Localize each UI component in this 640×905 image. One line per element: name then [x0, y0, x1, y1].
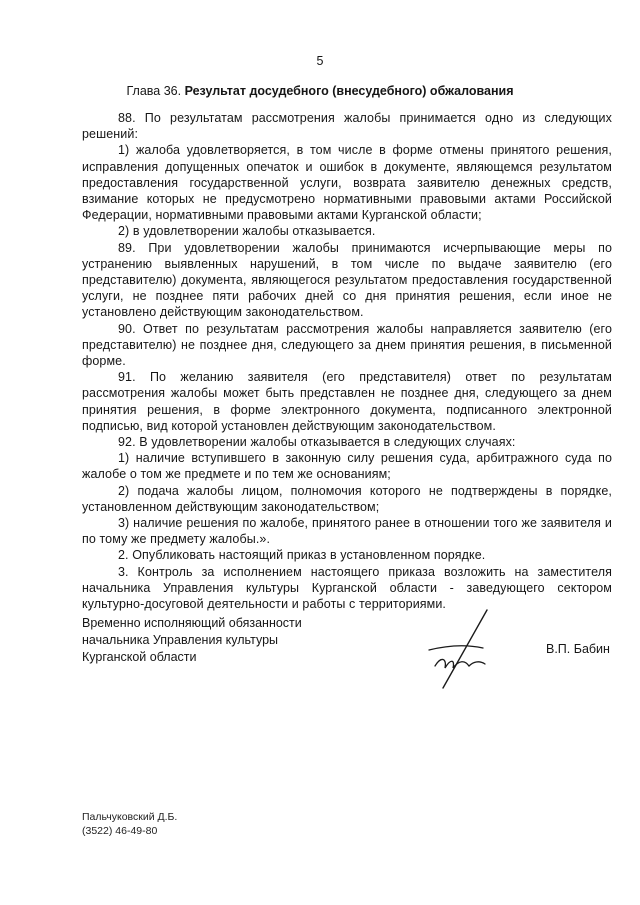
- signatory-title: [82, 615, 302, 666]
- paragraph: 2) в удовлетворении жалобы отказывается.: [118, 224, 376, 239]
- paragraph: 88. По результатам рассмотрения жалобы принимается одно из следующих решений:: [82, 111, 612, 142]
- paragraph: 91. По желанию заявителя (его представителя) ответ по результатам рассмотрения жалобы может быть представлен не позднее дня, следующего за днем принятия решения, в форме электронного документа, подписанного электронной подписью, вид которой установлен действующим законодательством.: [82, 370, 612, 433]
- signatory-line: Курганской области: [82, 650, 197, 664]
- signatory-line: начальника Управления культуры: [82, 633, 279, 647]
- signatory-line: Временно исполняющий обязанности: [82, 616, 302, 630]
- signatory-name: В.П. Бабин: [546, 642, 610, 656]
- paragraph: 90. Ответ по результатам рассмотрения жалобы направляется заявителю (его представителю) не позднее дня, следующего за днем принятия решения, в письменной форме.: [82, 321, 612, 369]
- handwritten-signature: [425, 608, 510, 693]
- page-number: 5: [316, 54, 324, 68]
- document-body: [82, 110, 612, 612]
- paragraph: 1) наличие вступившего в законную силу решения суда, арбитражного суда по жалобе о том же предмете и по тем же основаниям;: [82, 451, 612, 482]
- chapter-heading: [0, 84, 640, 98]
- paragraph: 2. Опубликовать настоящий приказ в установленном порядке.: [118, 548, 486, 563]
- paragraph: 89. При удовлетворении жалобы принимаются исчерпывающие меры по устранению выявленных нарушений, в том числе по выдаче заявителю (его представителю) документа, являющегося результатом предоставления государственной услуги, не позднее пяти рабочих дней со дня принятия решения, если иное не установлено действующим законодательством.: [82, 240, 612, 320]
- paragraph: 1) жалоба удовлетворяется, в том числе в форме отмены принятого решения, исправления допущенных опечаток и ошибок в документе, являющемся результатом предоставления государственной услуги, возврата заявителю денежных средств, взимание которых не предусмотрено нормативными правовыми актами Российской Федерации, нормативными правовыми актами Курганской области;: [82, 143, 612, 223]
- executor-phone: (3522) 46-49-80: [82, 825, 158, 837]
- paragraph: 3. Контроль за исполнением настоящего приказа возложить на заместителя начальника Управления культуры Курганской области - заведующего сектором культурно-досуговой деятельности и работы с территориями.: [82, 564, 612, 612]
- paragraph: 3) наличие решения по жалобе, принятого ранее в отношении того же заявителя и по тому же предмету жалобы.».: [82, 516, 612, 547]
- chapter-title: Результат досудебного (внесудебного) обжалования: [184, 84, 514, 98]
- chapter-prefix: Глава 36.: [126, 84, 182, 98]
- executor-name: Пальчуковский Д.Б.: [82, 811, 178, 823]
- paragraph: 92. В удовлетворении жалобы отказывается в следующих случаях:: [118, 435, 516, 450]
- executor-info: [82, 810, 177, 838]
- paragraph: 2) подача жалобы лицом, полномочия которого не подтверждены в порядке, установленном действующим законодательством;: [82, 483, 612, 514]
